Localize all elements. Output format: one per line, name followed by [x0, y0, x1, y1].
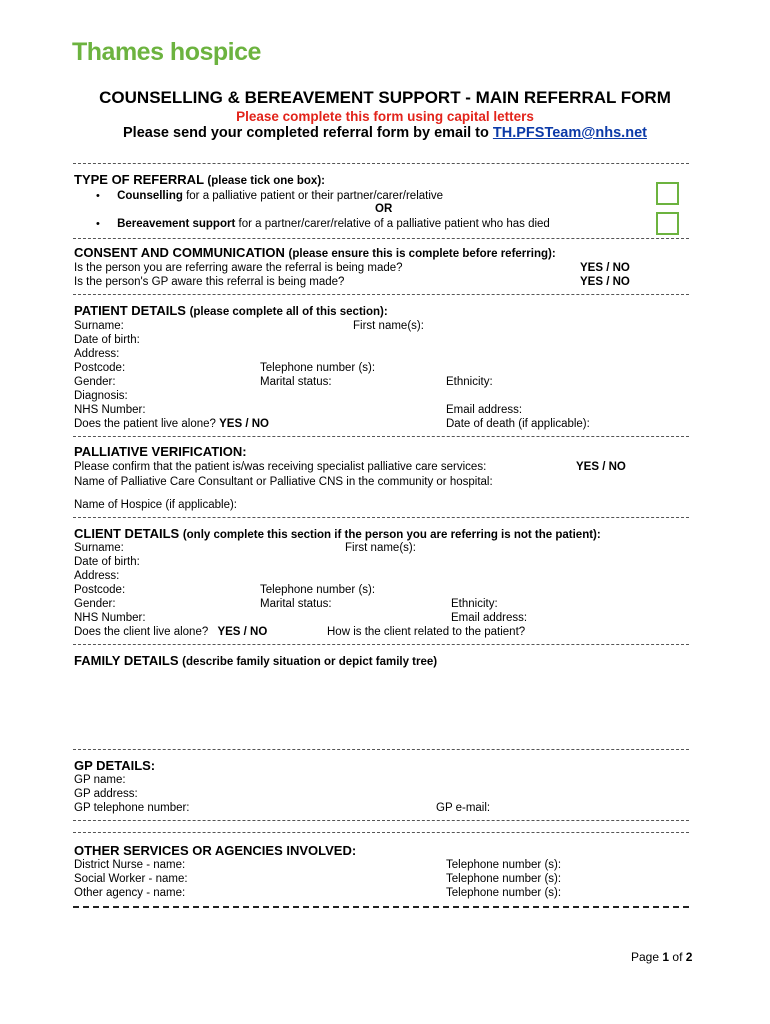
- page-of: of: [672, 950, 683, 964]
- option-counselling-desc: for a palliative patient or their partner/carer/relative: [186, 190, 444, 202]
- patient-live-alone: [74, 418, 269, 430]
- patient-nhs-label: NHS Number:: [74, 404, 146, 416]
- other-services-heading: OTHER SERVICES OR AGENCIES INVOLVED:: [74, 843, 357, 858]
- consent-note: (please ensure this is complete before referring):: [288, 248, 556, 260]
- gp-heading: GP DETAILS:: [74, 758, 156, 773]
- gp-name-label: GP name:: [74, 774, 126, 786]
- client-first-names-label: First name(s):: [345, 542, 416, 554]
- patient-telephone-label: Telephone number (s):: [260, 362, 376, 374]
- page-number: [631, 950, 692, 964]
- divider: [73, 906, 689, 908]
- family-note: (describe family situation or depict family tree): [182, 656, 438, 668]
- palliative-q1-yes-no[interactable]: YES / NO: [576, 461, 626, 473]
- divider: [73, 163, 689, 164]
- district-nurse-label: District Nurse - name:: [74, 859, 186, 871]
- client-email-label: Email address:: [451, 612, 528, 624]
- gp-email-label: GP e-mail:: [436, 802, 491, 814]
- client-relation-label: How is the client related to the patient?: [327, 626, 526, 638]
- bullet: •: [96, 218, 100, 230]
- page-total: 2: [685, 950, 693, 964]
- palliative-q1: Please confirm that the patient is/was receiving specialist palliative care services:: [74, 461, 487, 473]
- patient-ethnicity-label: Ethnicity:: [446, 376, 493, 388]
- option-bereavement-label: Bereavement support: [117, 218, 236, 230]
- referral-type-note: (please tick one box):: [207, 175, 325, 187]
- patient-postcode-label: Postcode:: [74, 362, 126, 374]
- consent-heading: [74, 245, 556, 260]
- client-live-alone-yes-no[interactable]: YES / NO: [217, 626, 268, 638]
- family-heading: [74, 653, 437, 668]
- consent-q1: Is the person you are referring aware the referral is being made?: [74, 262, 403, 274]
- patient-diagnosis-label: Diagnosis:: [74, 390, 128, 402]
- referral-type-title: TYPE OF REFERRAL: [74, 172, 204, 187]
- patient-marital-label: Marital status:: [260, 376, 332, 388]
- divider: [73, 517, 689, 518]
- client-marital-label: Marital status:: [260, 598, 332, 610]
- client-ethnicity-label: Ethnicity:: [451, 598, 498, 610]
- district-nurse-telephone-label: Telephone number (s):: [446, 859, 562, 871]
- patient-title: PATIENT DETAILS: [74, 303, 186, 318]
- option-counselling-label: Counselling: [117, 190, 183, 202]
- bereavement-checkbox[interactable]: [656, 212, 679, 235]
- gp-address-label: GP address:: [74, 788, 138, 800]
- client-heading: [74, 526, 601, 541]
- capital-letters-note: Please complete this form using capital letters: [236, 109, 534, 124]
- send-prefix: Please send your completed referral form by email to: [123, 125, 489, 141]
- page-current: 1: [662, 950, 670, 964]
- client-surname-label: Surname:: [74, 542, 124, 554]
- patient-note: (please complete all of this section):: [189, 306, 388, 318]
- patient-live-alone-label: Does the patient live alone?: [74, 418, 216, 430]
- palliative-q2: Name of Palliative Care Consultant or Palliative CNS in the community or hospital:: [74, 476, 493, 488]
- social-worker-label: Social Worker - name:: [74, 873, 188, 885]
- other-agency-label: Other agency - name:: [74, 887, 186, 899]
- divider: [73, 832, 689, 833]
- consent-q2-yes-no[interactable]: YES / NO: [580, 276, 630, 288]
- referral-option-bereavement: [96, 218, 550, 230]
- consent-q1-yes-no[interactable]: YES / NO: [580, 262, 630, 274]
- other-agency-telephone-label: Telephone number (s):: [446, 887, 562, 899]
- patient-date-of-death-label: Date of death (if applicable):: [446, 418, 590, 430]
- patient-live-alone-yes-no[interactable]: YES / NO: [219, 418, 269, 430]
- referral-email-link[interactable]: TH.PFSTeam@nhs.net: [492, 125, 647, 141]
- referral-option-counselling: [96, 190, 443, 202]
- divider: [73, 644, 689, 645]
- client-gender-label: Gender:: [74, 598, 116, 610]
- counselling-checkbox[interactable]: [656, 182, 679, 205]
- patient-first-names-label: First name(s):: [353, 320, 424, 332]
- divider: [73, 436, 689, 437]
- client-nhs-label: NHS Number:: [74, 612, 146, 624]
- option-bereavement-desc: for a partner/carer/relative of a palliative patient who has died: [238, 218, 550, 230]
- client-dob-label: Date of birth:: [74, 556, 140, 568]
- client-address-label: Address:: [74, 570, 120, 582]
- consent-q2: Is the person's GP aware this referral is being made?: [74, 276, 345, 288]
- divider: [73, 749, 689, 750]
- patient-dob-label: Date of birth:: [74, 334, 140, 346]
- thames-hospice-logo: Thames hospice: [72, 38, 261, 66]
- client-title: CLIENT DETAILS: [74, 526, 180, 541]
- send-instructions: [0, 125, 770, 141]
- bullet: •: [96, 190, 100, 202]
- page-prefix: Page: [631, 950, 660, 964]
- client-live-alone-label: Does the client live alone?: [74, 626, 209, 638]
- consent-title: CONSENT AND COMMUNICATION: [74, 245, 285, 260]
- hospice-name-label: Name of Hospice (if applicable):: [74, 499, 237, 511]
- family-title: FAMILY DETAILS: [74, 653, 179, 668]
- patient-address-label: Address:: [74, 348, 120, 360]
- patient-email-label: Email address:: [446, 404, 523, 416]
- patient-surname-label: Surname:: [74, 320, 124, 332]
- or-label: OR: [375, 203, 393, 215]
- patient-heading: [74, 303, 388, 318]
- client-live-alone: [74, 626, 267, 638]
- referral-type-heading: [74, 172, 325, 187]
- form-title: COUNSELLING & BEREAVEMENT SUPPORT - MAIN REFERRAL FORM: [99, 88, 671, 107]
- divider: [73, 294, 689, 295]
- patient-gender-label: Gender:: [74, 376, 116, 388]
- divider: [73, 238, 689, 239]
- client-note: (only complete this section if the person you are referring is not the patient):: [182, 529, 601, 541]
- divider: [73, 820, 689, 821]
- palliative-heading: PALLIATIVE VERIFICATION:: [74, 444, 247, 459]
- social-worker-telephone-label: Telephone number (s):: [446, 873, 562, 885]
- client-telephone-label: Telephone number (s):: [260, 584, 376, 596]
- gp-telephone-label: GP telephone number:: [74, 802, 190, 814]
- client-postcode-label: Postcode:: [74, 584, 126, 596]
